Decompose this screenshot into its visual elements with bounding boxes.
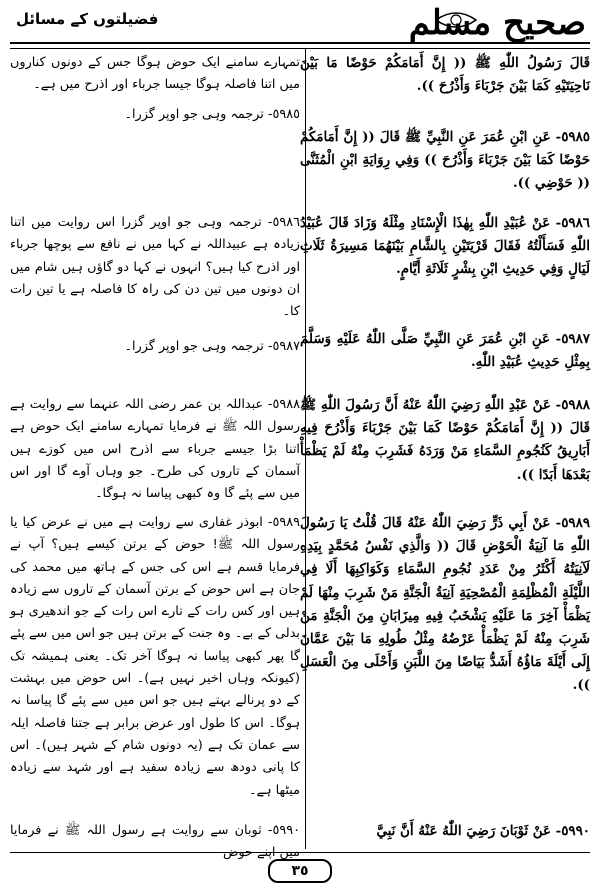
chapter-title: فضیلتوں کے مسائل	[16, 10, 159, 28]
header-rule	[10, 48, 590, 49]
urdu-column	[10, 52, 300, 861]
arabic-hadith-5987: ٥٩٨٧- عَنِ ابْنِ عُمَرَ عَنِ النَّبِيِّ صَلَّى اللّٰهُ عَلَيْهِ وَسَلَّمَ بِمِثْلِ حَدِيثِ عُبَيْدِ اللّٰهِ.	[300, 331, 590, 371]
page-header	[10, 4, 590, 44]
urdu-translation-5990: ٥٩٩٠- ثوبان سے روایت ہے رسول اللہ ﷺ نے فرمایا میں اپنے حوض	[10, 823, 300, 861]
page-number: ٣٥	[268, 859, 332, 883]
arabic-hadith-5989: ٥٩٨٩- عَنْ أَبِي ذَرٍّ رَضِيَ اللّٰهُ عَنْهُ قَالَ قُلْتُ يَا رَسُولَ اللّٰهِ مَا آنِيَةُ الْحَوْضِ قَالَ (( وَالَّذِي نَفْسُ مُحَمَّدٍ بِيَدِهِ لَآنِيَتُهُ أَكْثَرُ مِنْ عَدَدِ نُجُومِ السَّمَاءِ وَكَوَاكِبِهَا أَلَا فِي اللَّيْلَةِ الْمُظْلِمَةِ الْمُصْحِيَةِ آنِيَةُ الْجَنَّةِ مَنْ شَرِبَ مِنْهَا لَمْ يَظْمَأْ آخِرَ مَا عَلَيْهِ يَشْخَبُ فِيهِ مِيزَابَانِ مِنَ الْجَنَّةِ مَنْ شَرِبَ مِنْهُ لَمْ يَظْمَأْ عَرْضُهُ مِثْلُ طُولِهِ مَا بَيْنَ عَمَّانَ إِلَى أَيْلَةَ مَاؤُهُ أَشَدُّ بَيَاضًا مِنَ اللَّبَنِ وَأَحْلَى مِنَ الْعَسَلِ )).	[300, 515, 590, 694]
ornament-seal-icon	[432, 6, 480, 34]
urdu-translation-5986: ٥٩٨٦- ترجمہ وہی جو اوپر گزرا اس روایت میں اتنا زیادہ ہے عبیداللہ نے کہا میں نے نافع سے پوچھا جرباء اور اذرح کیا ہیں؟ انہوں نے کہا دو گاؤں ہیں شام میں ان دونوں میں تین دن کی راہ کا فاصلہ ہے یا تین رات کا۔	[10, 215, 300, 320]
arabic-hadith-5990: ٥٩٩٠- عَنْ ثَوْبَانَ رَضِيَ اللّٰهُ عَنْهُ أَنَّ نَبِيَّ	[376, 823, 590, 839]
page-footer	[10, 852, 590, 883]
urdu-translation-5989: ٥٩٨٩- ابوذر غفاری سے روایت ہے میں نے عرض کیا یا رسول اللہ ﷺ! حوض کے برتن کیسے ہیں؟ آپ نے فرمایا قسم ہے اس کی جس کے ہاتھ میں محمد کی جان ہے اس حوض کے برتن آسمان کے تاروں سے زیادہ ہیں اور کس رات کے تارے اس رات کے جو اندھیری ہو بدلی کے بے۔ وہ جنت کے برتن ہیں جو اس میں سے پئے گا پھر کبھی پیاسا نہ ہوگا آخر تک۔ یعنی ہمیشہ تک (کیونکہ وہاں اخیر نہیں ہے)۔ اس حوض میں بہشت کے دو پرنالے بہتے ہیں جو اس میں سے پئے گا پیاسا نہ ہوگا۔ اس کا طول اور عرض برابر ہے جتنا فاصلہ ایلہ سے عمان تک ہے (یہ دونوں شام کے شہر ہیں)۔ اس کا پانی دودھ سے زیادہ سفید ہے اور شہد سے زیادہ میٹھا ہے۔	[10, 515, 300, 798]
urdu-translation-5987: ٥٩٨٧- ترجمہ وہی جو اوپر گزرا۔	[124, 339, 300, 354]
urdu-translation-intro: تمہارے سامنے ایک حوض ہوگا جس کے دونوں کناروں میں اتنا فاصلہ ہوگا جیسا جرباء اور اذرح میں ہے۔	[10, 55, 300, 93]
arabic-hadith-5988: ٥٩٨٨- عَنْ عَبْدِ اللّٰهِ رَضِيَ اللّٰهُ عَنْهُ أَنَّ رَسُولَ اللّٰهِ ﷺ قَالَ (( إِنَّ أَمَامَكُمْ حَوْضًا كَمَا بَيْنَ جَرْبَاءَ وَأَذْرُحَ فِيهِ أَبَارِيقُ كَنُجُومِ السَّمَاءِ مَنْ وَرَدَهُ فَشَرِبَ مِنْهُ لَمْ يَظْمَأْ بَعْدَهَا أَبَدًا )).	[300, 397, 590, 483]
arabic-hadith-intro: قَالَ رَسُولُ اللّٰهِ ﷺ (( إِنَّ أَمَامَكُمْ حَوْضًا مَا بَيْنَ نَاحِيَتَيْهِ كَمَا بَيْنَ جَرْبَاءَ وَأَذْرُحَ )).	[300, 55, 590, 95]
arabic-hadith-5986: ٥٩٨٦- عَنْ عُبَيْدِ اللّٰهِ بِهٰذَا الْإِسْنَادِ مِثْلَهُ وَزَادَ قَالَ عُبَيْدُ اللّٰهِ فَسَأَلْتُهُ فَقَالَ قَرْيَتَيْنِ بِالشَّامِ بَيْنَهُمَا مَسِيرَةُ ثَلَاثِ لَيَالٍ وَفِي حَدِيثِ ابْنِ بِشْرٍ ثَلَاثَةِ أَيَّامٍ.	[300, 215, 590, 278]
urdu-translation-5988: ٥٩٨٨- عبداللہ بن عمر رضی اللہ عنہما سے روایت ہے رسول اللہ ﷺ نے فرمایا تمہارے سامنے ایک حوض ہے اتنا بڑا جیسے جرباء سے اذرح اس میں کوزے ہیں آسمان کے تاروں کی طرح۔ جو وہاں آوے گا اور اس میں سے پئے گا وہ کبھی پیاسا نہ ہوگا۔	[10, 397, 300, 502]
urdu-translation-5985: ٥٩٨٥- ترجمہ وہی جو اوپر گزرا۔	[124, 107, 300, 122]
arabic-column	[300, 52, 590, 847]
book-logo: صحیح مسلم	[408, 3, 586, 43]
arabic-hadith-5985: ٥٩٨٥- عَنِ ابْنِ عُمَرَ عَنِ النَّبِيِّ ﷺ قَالَ (( إِنَّ أَمَامَكُمْ حَوْضًا كَمَا بَيْنَ جَرْبَاءَ وَأَذْرُحَ )) وَفِي رِوَايَةِ ابْنِ الْمُثَنَّى (( حَوْضِي )).	[300, 129, 590, 192]
